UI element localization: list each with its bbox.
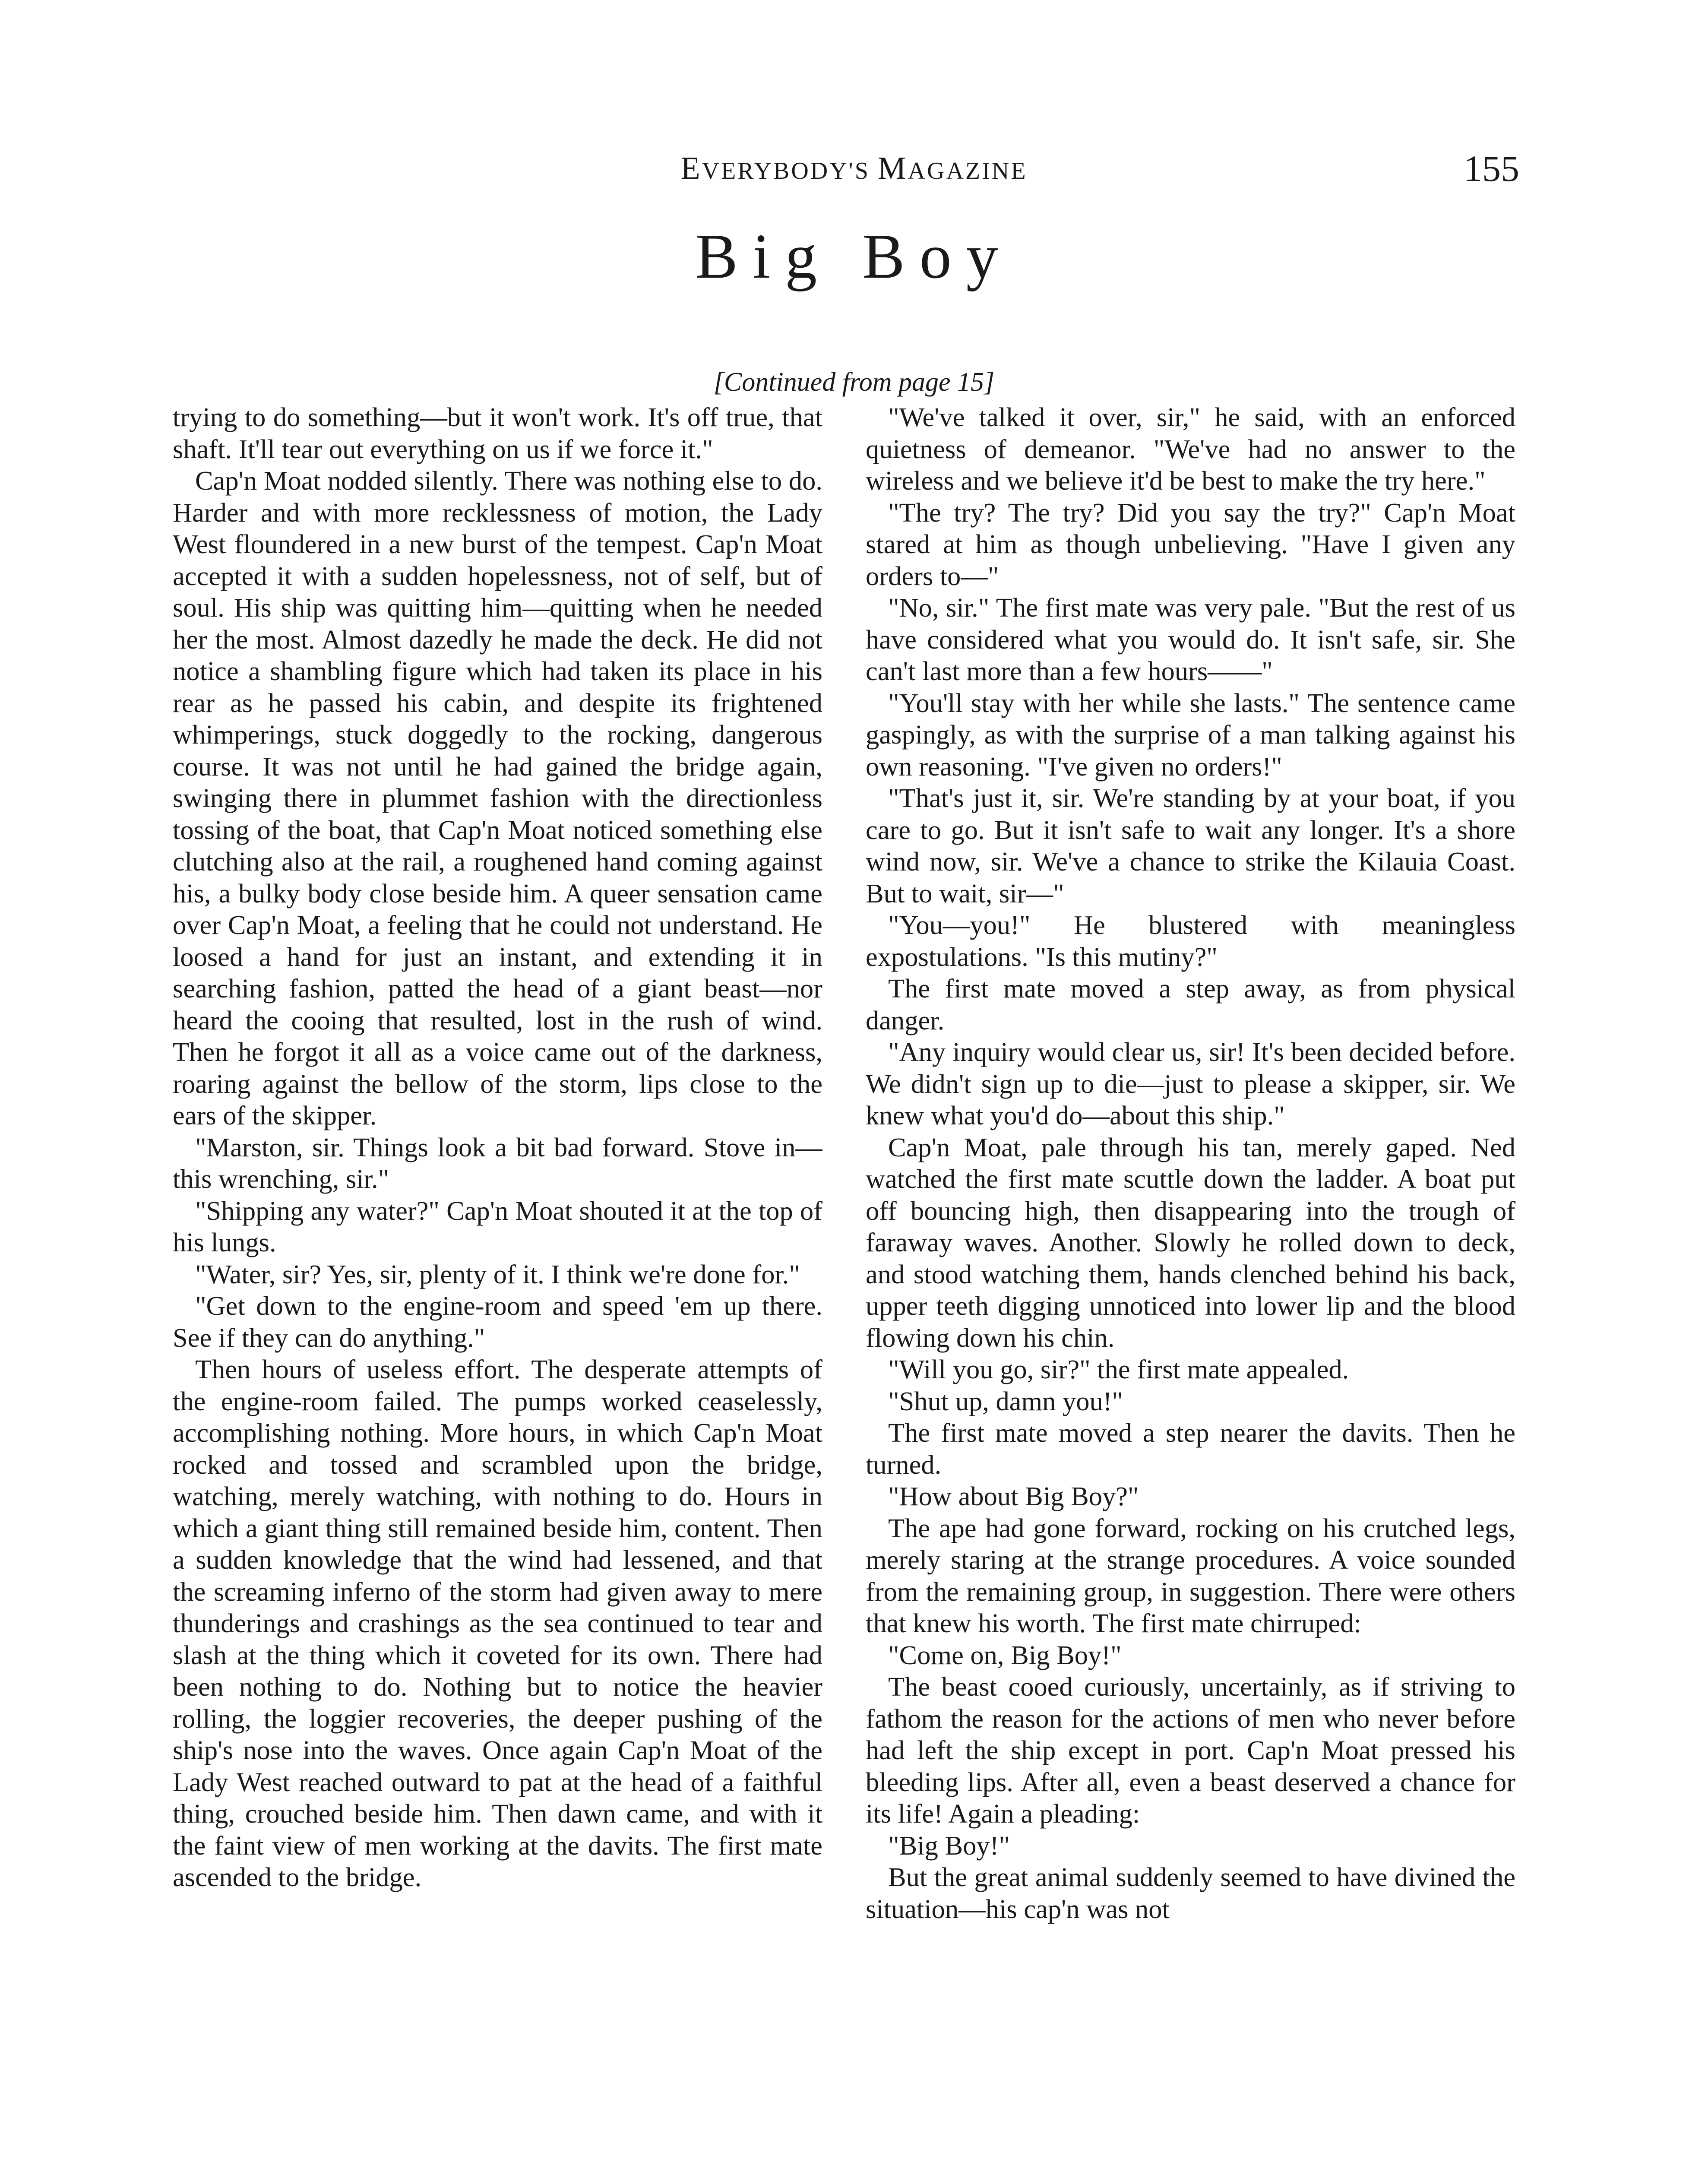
paragraph: "That's just it, sir. We're standing by at your boat, if you care to go. But it isn't safe to wait any longer. It's a shore wind now, sir. We've a chance to strike the Kilauia Coast. But to wait, sir—": [866, 783, 1515, 909]
running-head-rest-2: AGAZINE: [908, 158, 1028, 184]
paragraph: The beast cooed curiously, uncertainly, as if striving to fathom the reason for the actions of men who never before had left the ship except in port. Cap'n Moat pressed his bleeding lips. After all, even a beast deserved a chance for its life! Again a pleading:: [866, 1671, 1515, 1829]
article-title: Big Boy: [695, 221, 1013, 292]
paragraph: The ape had gone forward, rocking on his crutched legs, merely staring at the strange procedures. A voice sounded from the remaining group, in suggestion. There were others that knew his worth. The first mate chirruped:: [866, 1513, 1515, 1638]
paragraph: But the great animal suddenly seemed to have divined the situation—his cap'n was not: [866, 1862, 1515, 1924]
running-head-initial-2: M: [877, 151, 908, 186]
paragraph: The first mate moved a step nearer the davits. Then he turned.: [866, 1418, 1515, 1480]
paragraph: "No, sir." The first mate was very pale. "But the rest of us have considered what you would do. It isn't safe, sir. She can't last more than a few hours——": [866, 592, 1515, 686]
paragraph: The first mate moved a step away, as from physical danger.: [866, 973, 1515, 1035]
paragraph: trying to do something—but it won't work. It's off true, that shaft. It'll tear out everything on us if we force it.": [173, 402, 822, 464]
paragraph: "How about Big Boy?": [888, 1481, 1139, 1511]
paragraph: "Water, sir? Yes, sir, plenty of it. I think we're done for.": [195, 1259, 800, 1289]
paragraph: "Shut up, damn you!": [888, 1386, 1123, 1416]
right-column: [866, 402, 1515, 2159]
continued-note: [Continued from page 15]: [713, 367, 995, 397]
paragraph: "Marston, sir. Things look a bit bad forward. Stove in—this wrenching, sir.": [173, 1132, 822, 1194]
page-number: 155: [1464, 148, 1519, 189]
left-column: [173, 402, 822, 2159]
paragraph: "Get down to the engine-room and speed 'em up there. See if they can do anything.": [173, 1291, 822, 1353]
paragraph: "Shipping any water?" Cap'n Moat shouted it at the top of his lungs.: [173, 1195, 822, 1257]
paragraph: "The try? The try? Did you say the try?" Cap'n Moat stared at him as though unbelieving. "Have I given any orders to—": [866, 497, 1515, 591]
paragraph: "Will you go, sir?" the first mate appealed.: [888, 1354, 1349, 1384]
running-head-rest: VERYBODY'S: [702, 158, 878, 184]
paragraph: "Any inquiry would clear us, sir! It's been decided before. We didn't sign up to die—just to please a skipper, sir. We knew what you'd do—about this ship.": [866, 1037, 1515, 1130]
paragraph: "Big Boy!": [888, 1830, 1010, 1861]
paragraph: Cap'n Moat, pale through his tan, merely gaped. Ned watched the first mate scuttle down the ladder. A boat put off bouncing high, then disappearing into the trough of faraway waves. Another. Slowly he rolled down to deck, and stood watching them, hands clenched behind his back, upper teeth digging unnoticed into lower lip and the blood flowing down his chin.: [866, 1132, 1515, 1353]
paragraph: Cap'n Moat nodded silently. There was nothing else to do. Harder and with more recklessness of motion, the Lady West floundered in a new burst of the tempest. Cap'n Moat accepted it with a sudden hopelessness, not of self, but of soul. His ship was quitting him—quitting when he needed her the most. Almost dazedly he made the deck. He did not notice a shambling figure which had taken its place in his rear as he passed his cabin, and despite its frightened whimperings, stuck doggedly to the rocking, dangerous course. It was not until he had gained the bridge again, swinging there in plummet fashion with the directionless tossing of the boat, that Cap'n Moat noticed something else clutching also at the rail, a roughened hand coming against his, a bulky body close beside him. A queer sensation came over Cap'n Moat, a feeling that he could not understand. He loosed a hand for just an instant, and extending it in searching fashion, patted the head of a giant beast—nor heard the cooing that resulted, lost in the rush of wind. Then he forgot it all as a voice came out of the darkness, roaring against the bellow of the storm, lips close to the ears of the skipper.: [173, 465, 822, 1130]
running-head: [0, 150, 1708, 187]
paragraph: "We've talked it over, sir," he said, with an enforced quietness of demeanor. "We've had no answer to the wireless and we believe it'd be best to make the try here.": [866, 402, 1515, 496]
paragraph: "You—you!" He blustered with meaningless expostulations. "Is this mutiny?": [866, 910, 1515, 972]
running-head-initial: E: [680, 151, 702, 186]
paragraph: Then hours of useless effort. The desperate attempts of the engine-room failed. The pumps worked ceaselessly, accomplishing nothing. More hours, in which Cap'n Moat rocked and tossed and scrambled upon the bridge, watching, merely watching, with nothing to do. Hours in which a giant thing still remained beside him, content. Then a sudden knowledge that the wind had lessened, and that the screaming inferno of the storm had given away to mere thunderings and crashings as the sea continued to tear and slash at the thing which it coveted for its own. There had been nothing to do. Nothing but to notice the heavier rolling, the loggier recoveries, the deeper pushing of the ship's nose into the waves. Once again Cap'n Moat of the Lady West reached outward to pat at the head of a faithful thing, crouched beside him. Then dawn came, and with it the faint view of men working at the davits. The first mate ascended to the bridge.: [173, 1354, 822, 1892]
paragraph: "You'll stay with her while she lasts." The sentence came gaspingly, as with the surprise of a man talking against his own reasoning. "I've given no orders!": [866, 687, 1515, 782]
paragraph: "Come on, Big Boy!": [888, 1640, 1122, 1670]
